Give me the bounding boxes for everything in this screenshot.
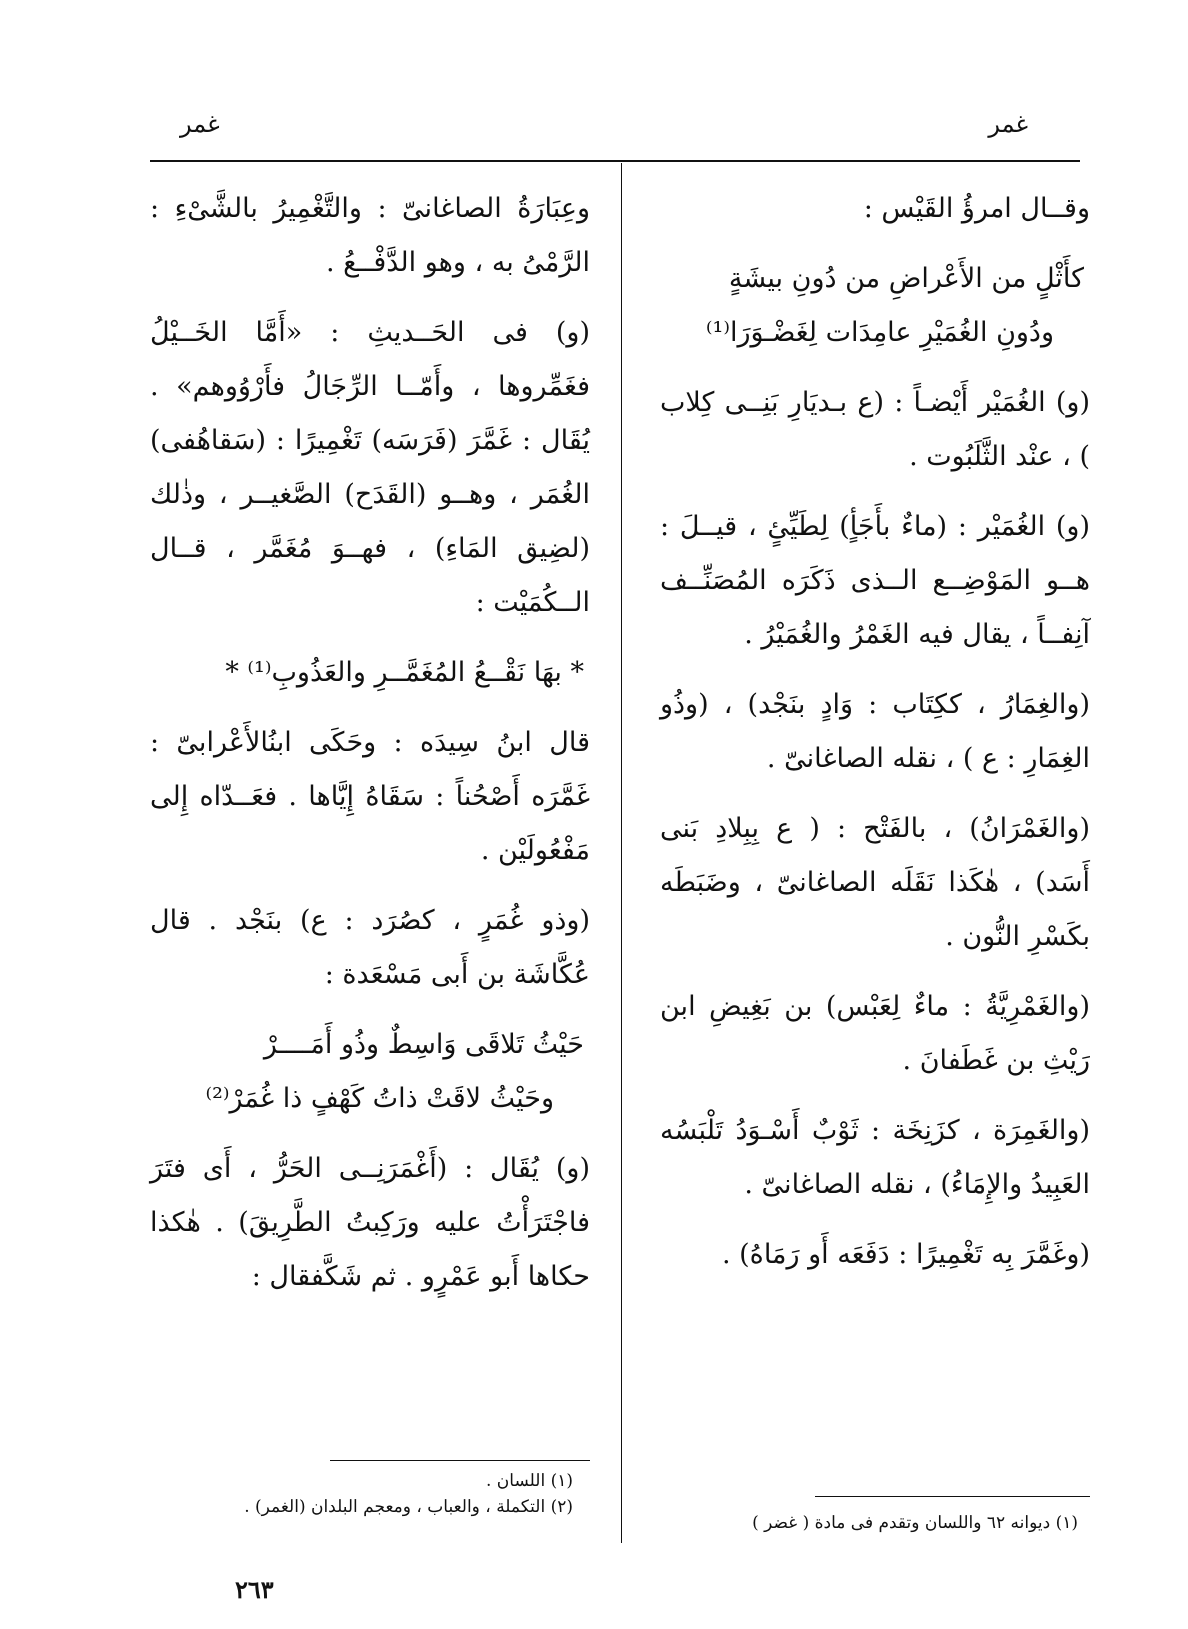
footnote: (١) اللسان .: [486, 1471, 573, 1491]
footnotes-right: [752, 1510, 1078, 1536]
footnote-rule-left: [330, 1460, 590, 1461]
right-column: [660, 182, 1090, 1298]
paragraph: قال ابنُ سِيدَه : وحَكَى ابنُالأَعْرابىّ : غَمَّرَه أَصْحُناً : سَقَاهُ إِيَّاها . فعَــدّاه إِلى مَفْعُولَيْن .: [150, 727, 590, 866]
paragraph: (والغَمِرَة ، كزَنِخَة : ثَوْبٌ أَسْـوَدُ تَلْبَسُه العَبِيدُ والإِمَاءُ) ، نقله الصاغانىّ .: [660, 1115, 1090, 1200]
running-header-left: غمر: [180, 110, 220, 138]
verse: [150, 646, 590, 700]
running-header-right: غمر: [988, 110, 1028, 138]
column-divider: [621, 163, 622, 1543]
verse-line: * بهَا نَقْــعُ المُغَمَّــرِ والعَذُوبِ⁽¹⁾ *: [225, 657, 584, 688]
header-rule: [150, 160, 1080, 162]
verse-line: حَيْثُ تَلاقَى وَاسِطٌ وذُو أَمَــــرْ: [263, 1029, 584, 1060]
footnote: (٢) التكملة ، والعباب ، ومعجم البلدان (الغمر) .: [244, 1497, 573, 1517]
paragraph: وقــال امرؤُ القَيْس :: [863, 193, 1090, 224]
paragraph: (و) الغُمَيْر أَيْضـاً : (ع بـديَارِ بَنِــى كِلاب ) ، عنْد الثَّلَبُوت .: [660, 387, 1090, 472]
paragraph: (و) الغُمَيْر : (ماءٌ بأَجَأٍ) لِطَيِّئٍ ، قيــلَ : هــو المَوْضِــع الــذى ذَكَرَه المُصَنِّــف آنِفــاً ، يقال فيه الغَمْرُ والغُمَيْرُ .: [660, 511, 1090, 650]
footnotes-left: [244, 1468, 573, 1520]
page-number: ٢٦٣: [235, 1575, 274, 1604]
paragraph: (وذو غُمَرٍ ، كصُرَد : ع) بنَجْد . قال عُكَّاشَة بن أَبى مَسْعَدة :: [150, 905, 590, 990]
paragraph: (والغِمَارُ ، ككِتَاب : وَادٍ بنَجْد) ، (وذُو الغِمَارِ : ع ) ، نقله الصاغانىّ .: [660, 689, 1090, 774]
paragraph: (والغَمْرِيَّةُ : ماءٌ لِعَبْس) بن بَغِيضِ ابن رَيْثِ بن غَطَفانَ .: [660, 991, 1090, 1076]
verse-line: وحَيْثُ لاقَتْ ذاتُ كَهْفٍ ذا غُمَرْ⁽²⁾: [205, 1083, 554, 1114]
verse: [660, 252, 1090, 360]
verse-line: كأَثْلٍ من الأَعْراضِ من دُونِ بيشَةٍ: [728, 263, 1084, 294]
verse: [150, 1018, 590, 1126]
footnote: (١) ديوانه ٦٢ واللسان وتقدم فى مادة ( غضر ): [752, 1513, 1078, 1533]
paragraph: (والغَمْرَانُ) ، بالفَتْح : ( ع بِبِلادِ بَنى أَسَد) ، هٰكَذا نَقَلَه الصاغانىّ ، وضَبَطَه بكَسْرِ النُّون .: [660, 813, 1090, 952]
verse-line: ودُونِ الغُمَيْرِ عامِدَات لِغَضْـوَرَا⁽¹⁾: [705, 317, 1054, 348]
paragraph: (و) يُقَال : (أَغْمَرَنِــى الحَرُّ ، أَى فتَرَ فاجْتَرَأْتُ عليه ورَكِبتُ الطَّرِيقَ) . هٰكذا حكاها أَبو عَمْرٍو . ثم شَكَّفقال :: [150, 1153, 590, 1292]
paragraph: (و) فى الحَــديثِ : «أَمَّا الخَــيْلُ فغَمِّروها ، وأَمّــا الرِّجَالُ فأَرْوُوهم» . يُقَال : غَمَّرَ (فَرَسَه) تَغْمِيرًا : (سَقاهُفى) الغُمَر ، وهــو (القَدَح) الصَّغيــر ، وذٰلك (لضِيق المَاءِ) ، فهــوَ مُغَمَّر ، قــال الــكُمَيْت :: [150, 317, 590, 618]
footnote-rule-right: [815, 1496, 1090, 1497]
paragraph: (وغَمَّرَ بِه تَغْمِيرًا : دَفَعَه أَو رَمَاهُ) .: [721, 1239, 1090, 1270]
paragraph: وعِبَارَةُ الصاغانىّ : والتَّغْمِيرُ بالشَّىْءِ : الرَّمْىُ به ، وهو الدَّفْــعُ .: [150, 193, 590, 278]
left-column: [150, 182, 590, 1320]
